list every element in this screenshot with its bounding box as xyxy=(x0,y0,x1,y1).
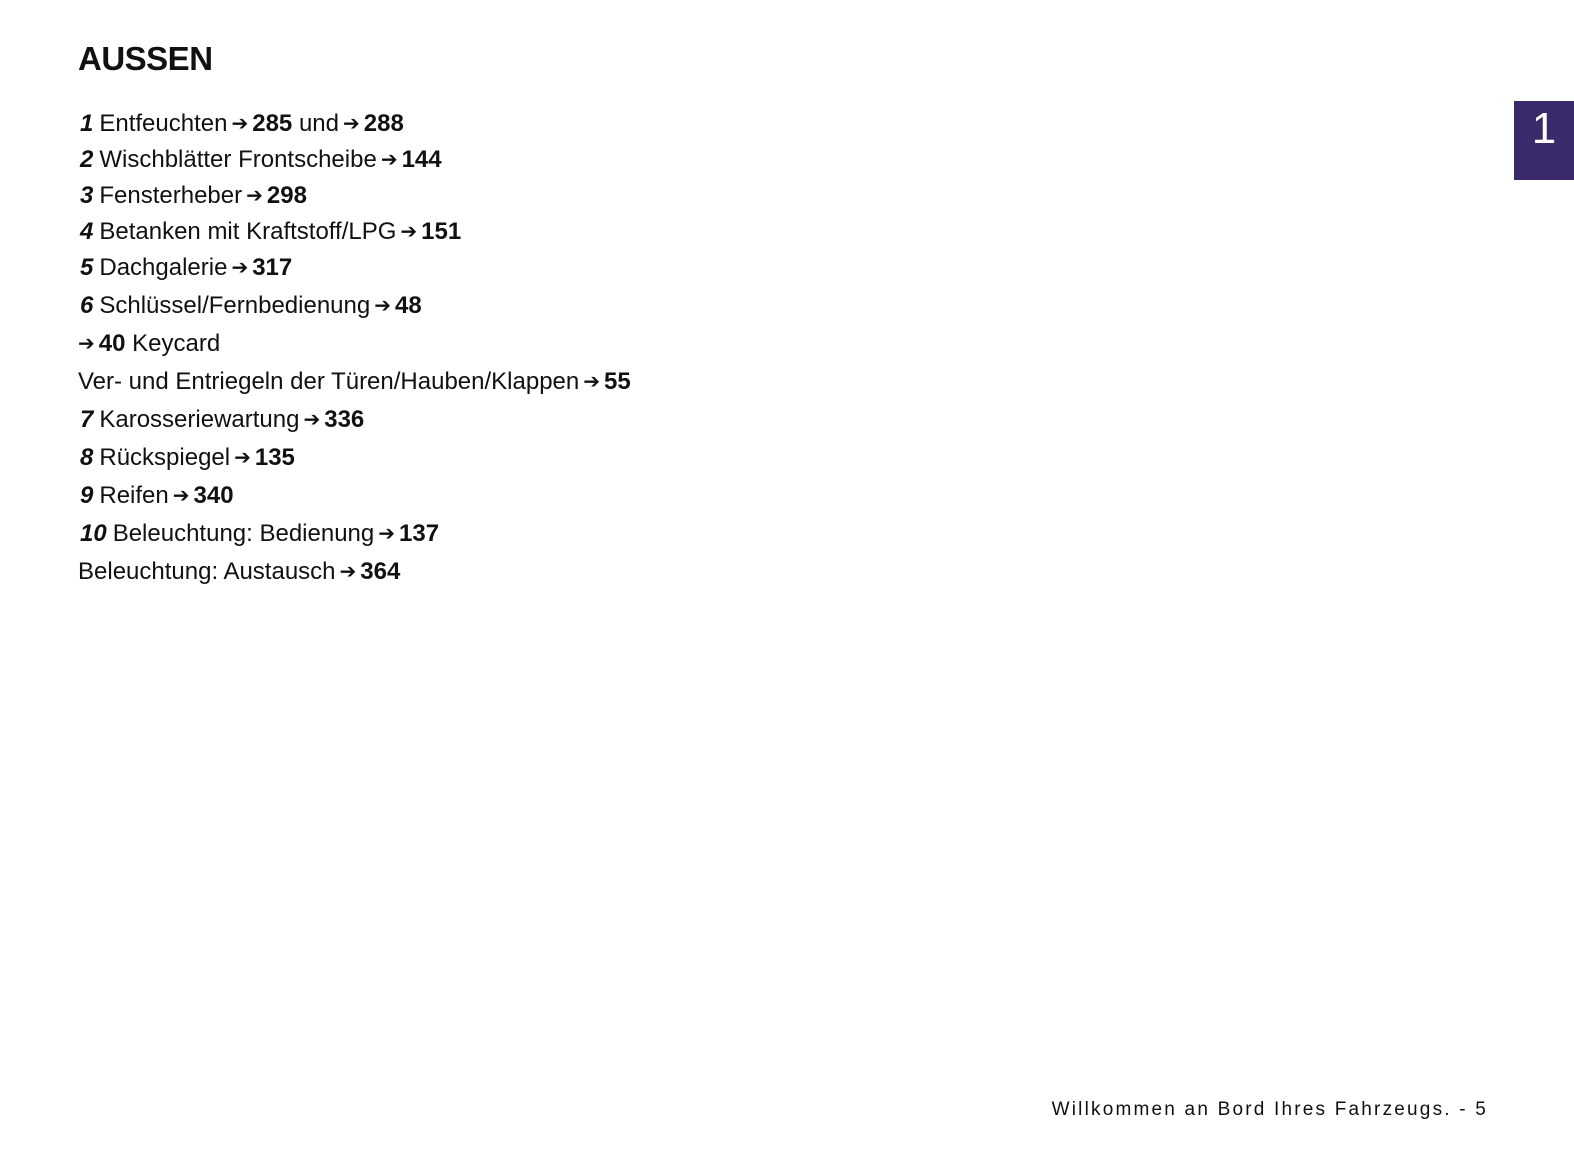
list-item-reifen xyxy=(78,481,234,511)
page-reference-link[interactable]: 135 xyxy=(254,444,295,471)
page-reference-link[interactable]: 48 xyxy=(394,292,422,319)
list-item-dachgalerie xyxy=(78,253,292,283)
item-number: 2 xyxy=(80,146,94,173)
list-item-fensterheber xyxy=(78,181,307,211)
item-number: 1 xyxy=(80,110,94,137)
list-item-verriegeln xyxy=(78,367,631,397)
list-item-entfeuchten xyxy=(78,109,404,139)
page-reference-link[interactable]: 340 xyxy=(193,482,234,509)
arrow-right-icon: ➔ xyxy=(231,113,249,135)
page-reference-link[interactable]: 144 xyxy=(401,146,442,173)
item-label: Beleuchtung: Bedienung xyxy=(112,520,375,547)
section-heading: AUSSEN xyxy=(78,40,213,77)
list-item-keycard xyxy=(78,329,220,359)
page-reference-link[interactable]: 288 xyxy=(363,110,404,137)
arrow-right-icon: ➔ xyxy=(172,485,190,507)
item-label: Betanken mit Kraftstoff/LPG xyxy=(99,218,397,245)
list-item-wischblaetter xyxy=(78,145,442,175)
item-label: Beleuchtung: Austausch xyxy=(78,558,336,585)
arrow-right-icon: ➔ xyxy=(378,523,396,545)
item-label: Reifen xyxy=(99,482,169,509)
list-item-rueckspiegel xyxy=(78,443,295,473)
item-label: Schlüssel/Fernbedienung xyxy=(99,292,371,319)
chapter-tab: 1 xyxy=(1514,101,1574,180)
item-number: 3 xyxy=(80,182,94,209)
page-footer: Willkommen an Bord Ihres Fahrzeugs. - 5 xyxy=(1051,1099,1488,1120)
arrow-right-icon: ➔ xyxy=(374,295,391,317)
item-number: 9 xyxy=(80,482,94,509)
item-label: Karosseriewartung xyxy=(99,406,300,433)
item-number: 8 xyxy=(80,444,94,471)
page-reference-link[interactable]: 285 xyxy=(252,110,293,137)
page-reference-link[interactable]: 298 xyxy=(266,182,307,209)
page-reference-link[interactable]: 364 xyxy=(360,558,401,585)
arrow-right-icon: ➔ xyxy=(78,333,95,355)
item-number: 5 xyxy=(80,254,94,281)
arrow-right-icon: ➔ xyxy=(339,561,357,583)
list-item-beleuchtung-austausch xyxy=(78,557,400,587)
page-reference-link[interactable]: 151 xyxy=(421,218,462,245)
arrow-right-icon: ➔ xyxy=(400,221,418,243)
page-reference-link[interactable]: 137 xyxy=(399,520,440,547)
item-number: 4 xyxy=(80,218,94,245)
arrow-right-icon: ➔ xyxy=(343,113,360,135)
arrow-right-icon: ➔ xyxy=(380,149,398,171)
arrow-right-icon: ➔ xyxy=(583,371,600,393)
page-reference-link[interactable]: 40 xyxy=(98,330,126,357)
item-label: Ver- und Entriegeln der Türen/Hauben/Klappen xyxy=(78,368,580,395)
list-item-schluessel xyxy=(78,291,422,321)
list-item-betanken xyxy=(78,217,461,247)
list-item-karosseriewartung xyxy=(78,405,364,435)
page-reference-link[interactable]: 55 xyxy=(604,368,631,395)
item-number: 6 xyxy=(80,292,94,319)
page-reference-link[interactable]: 317 xyxy=(252,254,293,281)
item-number: 7 xyxy=(80,406,94,433)
item-label: Entfeuchten xyxy=(99,110,228,137)
list-item-beleuchtung-bedienung xyxy=(78,519,439,549)
item-label: Wischblätter Frontscheibe xyxy=(99,146,377,173)
item-label: Dachgalerie xyxy=(99,254,228,281)
item-joiner: und xyxy=(298,110,339,137)
page-reference-link[interactable]: 336 xyxy=(324,406,365,433)
item-label: Fensterheber xyxy=(99,182,243,209)
item-label: Rückspiegel xyxy=(99,444,231,471)
item-number: 10 xyxy=(80,520,107,547)
arrow-right-icon: ➔ xyxy=(303,409,321,431)
arrow-right-icon: ➔ xyxy=(246,185,263,207)
item-label: Keycard xyxy=(132,330,221,357)
arrow-right-icon: ➔ xyxy=(234,447,251,469)
arrow-right-icon: ➔ xyxy=(231,257,249,279)
